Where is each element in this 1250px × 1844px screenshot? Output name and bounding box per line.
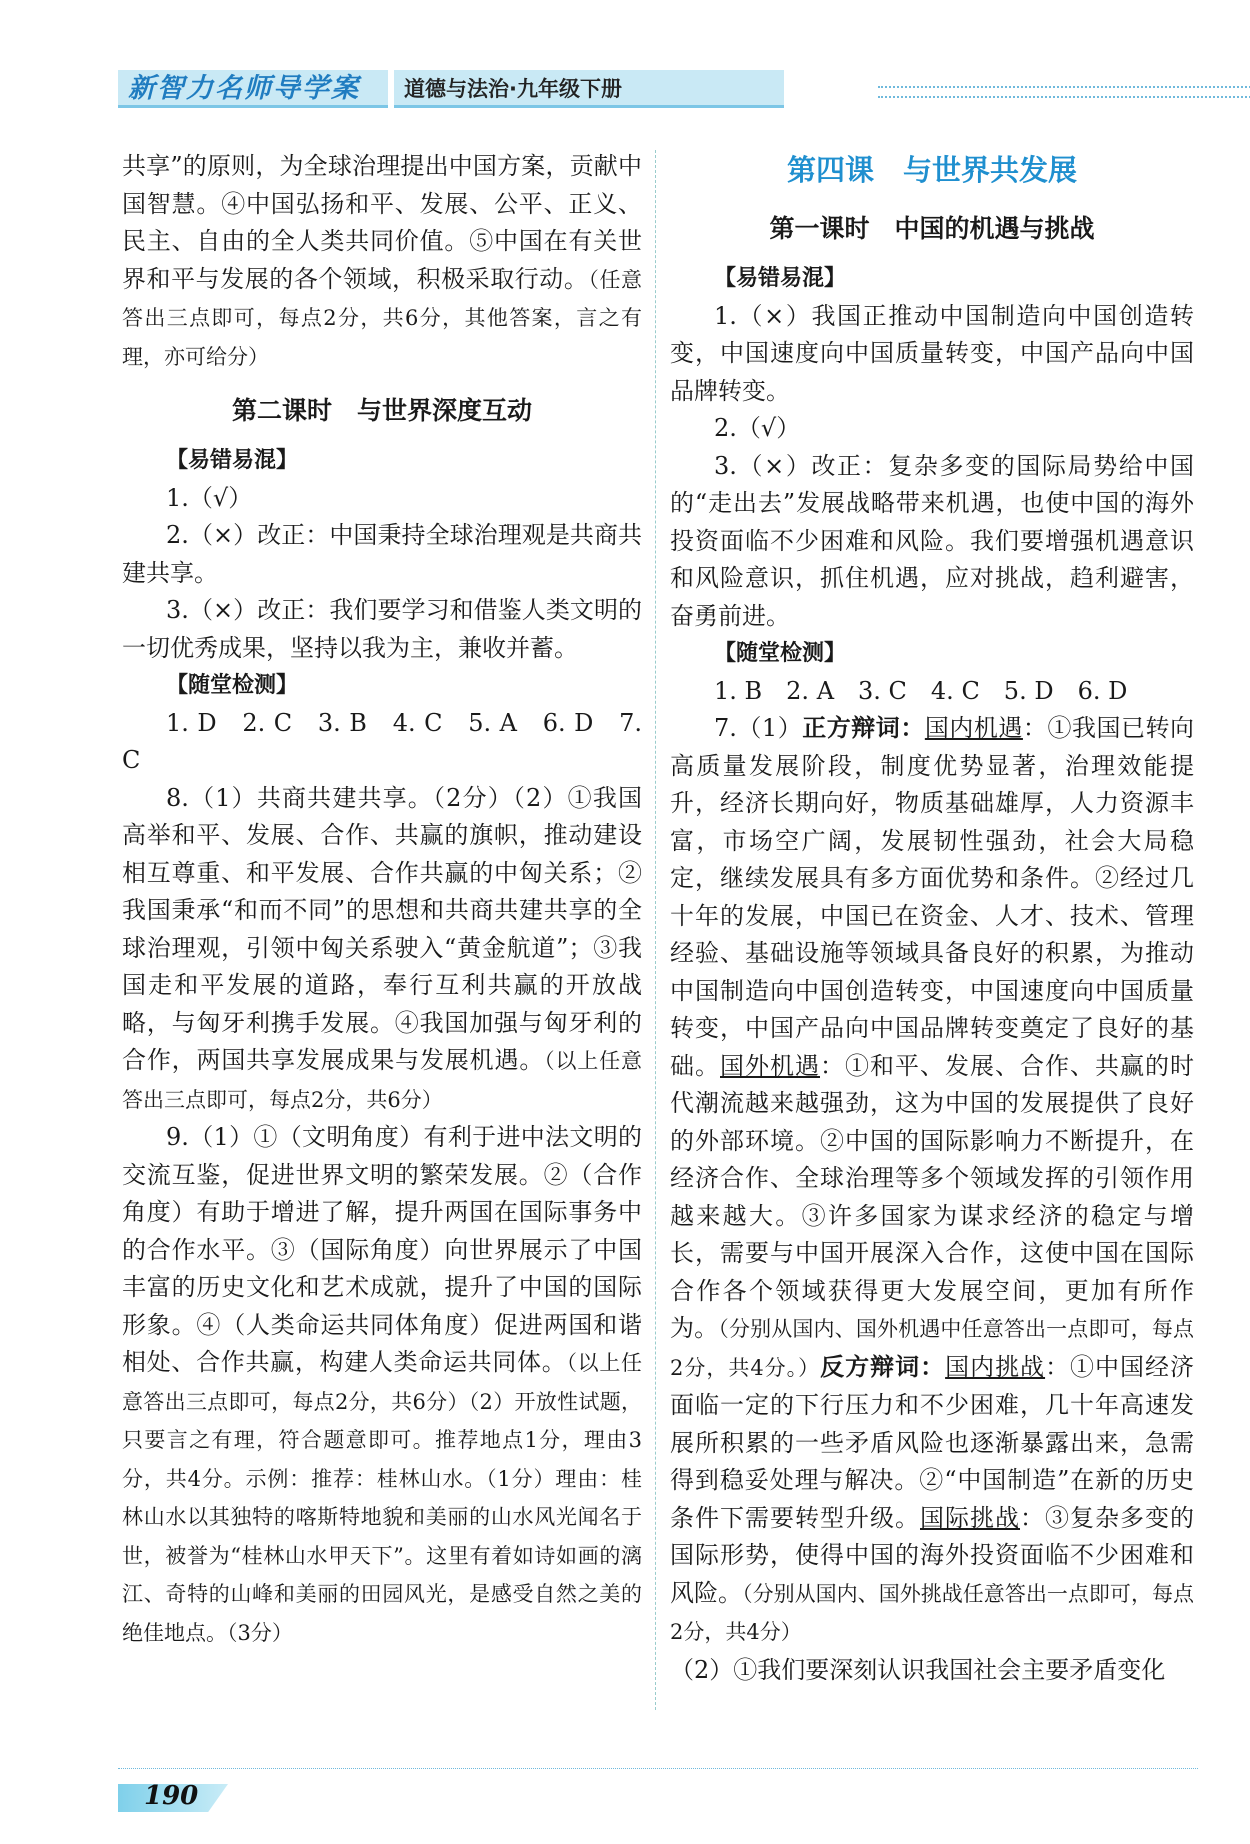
left-error-2: 2.（×）改正：中国秉持全球治理观是共商共建共享。	[122, 521, 642, 587]
tag-quiz-right: 【随堂检测】	[714, 641, 847, 666]
footer-dotted-line	[118, 1768, 1198, 1769]
page-number: 190	[118, 1776, 218, 1816]
section-title-right: 第一课时 中国的机遇与挑战	[769, 214, 1095, 243]
left-mc-answers: 1. D 2. C 3. B 4. C 5. A 6. D 7. C	[122, 708, 642, 774]
right-q7: 7.（1）正方辩词：国内机遇：①我国已转向高质量发展阶段，制度优势显著，治理效能提升，经济长期向好，物质基础雄厚，人力资源丰富，市场空广阔，发展韧性强劲，社会大局稳定，继续发展具有多方面优势和条件。②经过几十年的发展，中国已在资金、人才、技术、管理经验、基础设施等领域具备良好的积累，为推动中国制造向中国创造转变，中国速度向中国质量转变，中国产品向中国品牌转变奠定了良好的基础。国外机遇：①和平、发展、合作、共赢的时代潮流越来越强劲，这为中国的发展提供了良好的外部环境。②中国的国际影响力不断提升，在经济合作、全球治理等多个领域发挥的引领作用越来越大。③许多国家为谋求经济的稳定与增长，需要与中国开展深入合作，这使中国在国际合作各个领域获得更大发展空间，更加有所作为。（分别从国内、国外机遇中任意答出一点即可，每点2分，共4分。）反方辩词：国内挑战：①中国经济面临一定的下行压力和不少困难，几十年高速发展所积累的一些矛盾风险也逐渐暴露出来，急需得到稳妥处理与解决。②“中国制造”在新的历史条件下需要转型升级。国际挑战：③复杂多变的国际形势，使得中国的海外投资面临不少困难和风险。（分别从国内、国外挑战任意答出一点即可，每点2分，共4分）	[670, 714, 1195, 1644]
column-divider	[655, 150, 656, 1710]
left-continued-text: 共享”的原则，为全球治理提出中国方案，贡献中国智慧。④中国弘扬和平、发展、公平、正义、民主、自由的全人类共同价值。⑤中国在有关世界和平与发展的各个领域，积极采取行动。（任意答出三点即可，每点2分，共6分，其他答案，言之有理，亦可给分）	[122, 152, 643, 369]
left-q8: 8.（1）共商共建共享。（2分）（2）①我国高举和平、发展、合作、共赢的旗帜，推动建设相互尊重、和平发展、合作共赢的中匈关系；②我国秉承“和而不同”的思想和共商共建共享的全球治理观，引领中匈关系驶入“黄金航道”；③我国走和平发展的道路，奉行互利共赢的开放战略，与匈牙利携手发展。④我国加强与匈牙利的合作，两国共享发展成果与发展机遇。（以上任意答出三点即可，每点2分，共6分）	[122, 783, 643, 1112]
right-column	[670, 148, 1194, 1689]
left-error-1: 1.（√）	[166, 483, 253, 512]
right-error-3: 3.（×）改正：复杂多变的国际局势给中国的“走出去”发展战略带来机遇，也使中国的海外投资面临不少困难和风险。我们要增强机遇意识和风险意识，抓住机遇，应对挑战，趋利避害，奋勇前进。	[670, 451, 1194, 630]
right-q7-part2: （2）①我们要深刻认识我国社会主要矛盾变化	[670, 1655, 1166, 1684]
tag-errors: 【易错易混】	[166, 448, 299, 473]
page-header	[118, 70, 1198, 110]
lesson-title: 第四课 与世界共发展	[786, 153, 1077, 187]
brand-title: 新智力名师导学案	[118, 70, 388, 108]
tag-quiz: 【随堂检测】	[166, 673, 299, 698]
left-q9: 9.（1）①（文明角度）有利于进中法文明的交流互鉴，促进世界文明的繁荣发展。②（合作角度）有助于增进了解，提升两国在国际事务中的合作水平。③（国际角度）向世界展示了中国丰富的历史文化和艺术成就，提升了中国的国际形象。④（人类命运共同体角度）促进两国和谐相处、合作共赢，构建人类命运共同体。（以上任意答出三点即可，每点2分，共6分）（2）开放性试题，只要言之有理，符合题意即可。推荐地点1分，理由3分，共4分。示例：推荐：桂林山水。（1分）理由：桂林山水以其独特的喀斯特地貌和美丽的山水风光闻名于世，被誉为“桂林山水甲天下”。这里有着如诗如画的漓江、奇特的山峰和美丽的田园风光，是感受自然之美的绝佳地点。（3分）	[122, 1123, 643, 1645]
right-error-2: 2.（√）	[714, 414, 801, 442]
left-column	[122, 148, 642, 1652]
header-dotted-line	[878, 86, 1250, 98]
subject-title: 道德与法治·九年级下册	[394, 70, 784, 108]
left-error-3: 3.（×）改正：我们要学习和借鉴人类文明的一切优秀成果，坚持以我为主，兼收并蓄。	[122, 596, 642, 662]
right-mc-answers: 1. B 2. A 3. C 4. C 5. D 6. D	[714, 676, 1128, 705]
tag-errors-right: 【易错易混】	[714, 266, 847, 291]
right-error-1: 1.（×）我国正推动中国制造向中国创造转变，中国速度向中国质量转变，中国产品向中国品牌转变。	[670, 301, 1194, 405]
section-title: 第二课时 与世界深度互动	[231, 396, 532, 425]
